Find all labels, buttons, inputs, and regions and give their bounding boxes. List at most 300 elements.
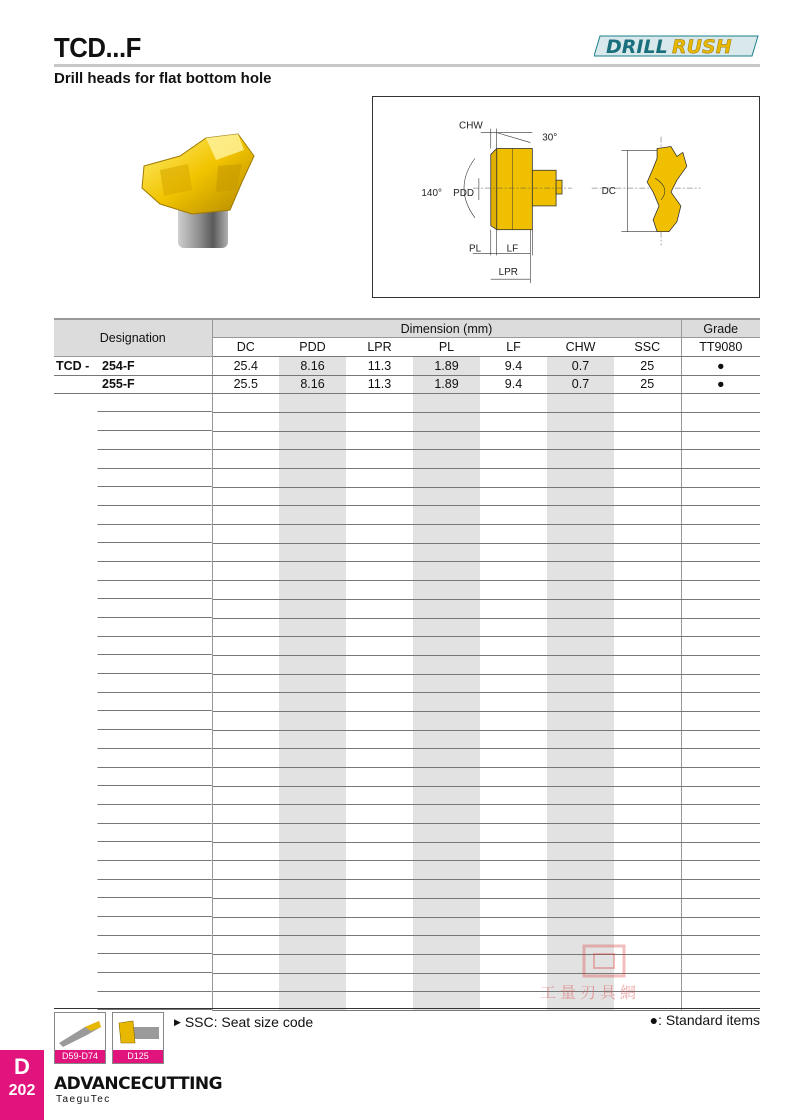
empty-cell: [212, 655, 279, 674]
empty-cell: [279, 394, 346, 413]
title-divider: [54, 64, 760, 67]
empty-cell: [279, 936, 346, 955]
empty-cell: [279, 786, 346, 805]
empty-cell: [547, 562, 614, 581]
empty-table-row: [54, 861, 760, 880]
empty-cell: [614, 693, 681, 712]
empty-cell: [54, 973, 212, 992]
empty-cell: [279, 973, 346, 992]
empty-cell: [547, 768, 614, 787]
empty-cell: [279, 674, 346, 693]
empty-cell: [54, 581, 212, 600]
empty-cell: [54, 824, 212, 843]
angle-140-label: 140°: [421, 188, 442, 200]
technical-drawing: [372, 96, 760, 298]
reference-thumbnail-1[interactable]: [54, 1012, 106, 1064]
empty-cell: [212, 954, 279, 973]
empty-table-row: [54, 394, 760, 413]
empty-cell: [413, 674, 480, 693]
empty-cell: [681, 618, 760, 637]
column-header-chw: CHW: [547, 338, 614, 357]
empty-cell: [480, 730, 547, 749]
empty-cell: [279, 562, 346, 581]
empty-cell: [480, 693, 547, 712]
empty-cell: [547, 786, 614, 805]
empty-cell: [346, 450, 413, 469]
empty-cell: [54, 693, 212, 712]
empty-cell: [54, 786, 212, 805]
empty-cell: [614, 824, 681, 843]
empty-cell: [212, 637, 279, 656]
empty-cell: [547, 506, 614, 525]
standard-items-footnote: ●: Standard items: [649, 1012, 760, 1028]
empty-cell: [212, 880, 279, 899]
empty-cell: [480, 637, 547, 656]
empty-cell: [212, 469, 279, 488]
empty-cell: [413, 805, 480, 824]
empty-cell: [279, 412, 346, 431]
empty-cell: [212, 543, 279, 562]
dimension-header: Dimension (mm): [212, 319, 681, 338]
cell-ssc: 25: [614, 356, 681, 375]
empty-cell: [346, 637, 413, 656]
empty-cell: [480, 618, 547, 637]
table-row: [54, 375, 760, 394]
empty-cell: [547, 674, 614, 693]
empty-cell: [212, 786, 279, 805]
empty-cell: [346, 525, 413, 544]
empty-cell: [212, 394, 279, 413]
empty-cell: [54, 450, 212, 469]
empty-cell: [346, 506, 413, 525]
empty-cell: [413, 599, 480, 618]
front-view-drawing: [592, 137, 701, 246]
empty-cell: [212, 450, 279, 469]
empty-cell: [346, 469, 413, 488]
empty-table-row: [54, 655, 760, 674]
pdd-label: PDD: [453, 188, 475, 200]
empty-cell: [54, 711, 212, 730]
designation-prefix: TCD -: [56, 358, 90, 373]
pl-label: PL: [468, 243, 482, 255]
empty-cell: [212, 805, 279, 824]
empty-cell: [346, 824, 413, 843]
empty-cell: [54, 880, 212, 899]
empty-table-row: [54, 917, 760, 936]
empty-cell: [346, 431, 413, 450]
empty-cell: [346, 618, 413, 637]
empty-cell: [346, 487, 413, 506]
empty-cell: [681, 711, 760, 730]
grade-header: Grade: [681, 319, 760, 338]
empty-cell: [681, 936, 760, 955]
empty-cell: [346, 768, 413, 787]
page-title: TCD...F: [54, 32, 141, 63]
cell-pl: 1.89: [413, 375, 480, 394]
page-subtitle: Drill heads for flat bottom hole: [54, 70, 272, 87]
empty-cell: [54, 599, 212, 618]
drillrush-logo: [594, 32, 760, 62]
cell-ssc: 25: [614, 375, 681, 394]
empty-cell: [54, 768, 212, 787]
empty-cell: [480, 805, 547, 824]
empty-cell: [279, 842, 346, 861]
empty-cell: [279, 880, 346, 899]
empty-cell: [413, 412, 480, 431]
empty-cell: [54, 543, 212, 562]
empty-cell: [279, 805, 346, 824]
empty-cell: [279, 954, 346, 973]
empty-cell: [480, 412, 547, 431]
thumbnail-2-label: D125: [113, 1050, 163, 1063]
column-header-ssc: SSC: [614, 338, 681, 357]
empty-cell: [279, 693, 346, 712]
empty-cell: [681, 842, 760, 861]
empty-cell: [212, 693, 279, 712]
cell-grade: ●: [681, 375, 760, 394]
empty-cell: [681, 674, 760, 693]
empty-cell: [480, 880, 547, 899]
designation-header: Designation: [54, 319, 212, 356]
empty-cell: [346, 599, 413, 618]
empty-cell: [413, 861, 480, 880]
empty-cell: [614, 618, 681, 637]
empty-cell: [346, 711, 413, 730]
empty-cell: [547, 431, 614, 450]
empty-cell: [614, 842, 681, 861]
cell-chw: 0.7: [547, 356, 614, 375]
empty-cell: [346, 693, 413, 712]
empty-cell: [547, 730, 614, 749]
empty-cell: [547, 487, 614, 506]
empty-cell: [681, 693, 760, 712]
empty-cell: [212, 917, 279, 936]
lf-label: LF: [506, 243, 519, 255]
empty-cell: [681, 469, 760, 488]
empty-cell: [681, 450, 760, 469]
empty-cell: [54, 898, 212, 917]
empty-cell: [212, 674, 279, 693]
empty-cell: [279, 487, 346, 506]
empty-table-row: [54, 487, 760, 506]
empty-cell: [614, 674, 681, 693]
cell-chw: 0.7: [547, 375, 614, 394]
empty-cell: [413, 394, 480, 413]
empty-cell: [346, 562, 413, 581]
empty-cell: [212, 861, 279, 880]
column-header-dc: DC: [212, 338, 279, 357]
empty-cell: [279, 655, 346, 674]
empty-cell: [547, 842, 614, 861]
empty-cell: [54, 562, 212, 581]
empty-cell: [212, 431, 279, 450]
empty-cell: [413, 786, 480, 805]
empty-table-row: [54, 618, 760, 637]
cell-lpr: 11.3: [346, 375, 413, 394]
empty-cell: [681, 824, 760, 843]
empty-cell: [681, 543, 760, 562]
empty-cell: [54, 618, 212, 637]
empty-cell: [614, 637, 681, 656]
empty-cell: [681, 898, 760, 917]
empty-cell: [614, 786, 681, 805]
empty-cell: [614, 469, 681, 488]
empty-cell: [346, 786, 413, 805]
empty-cell: [413, 824, 480, 843]
empty-cell: [346, 880, 413, 899]
empty-cell: [54, 936, 212, 955]
empty-cell: [212, 711, 279, 730]
svg-text:RUSH: RUSH: [672, 36, 732, 58]
empty-cell: [413, 880, 480, 899]
footer-divider: [54, 1008, 760, 1009]
designation-code: 255-F: [102, 377, 135, 392]
empty-table-row: [54, 768, 760, 787]
section-tab[interactable]: [0, 1050, 44, 1120]
empty-table-row: [54, 693, 760, 712]
empty-cell: [681, 730, 760, 749]
empty-cell: [547, 599, 614, 618]
cell-dc: 25.5: [212, 375, 279, 394]
empty-table-row: [54, 581, 760, 600]
empty-table-row: [54, 711, 760, 730]
empty-cell: [480, 506, 547, 525]
empty-cell: [480, 562, 547, 581]
empty-cell: [413, 637, 480, 656]
section-letter: D: [14, 1054, 30, 1079]
empty-cell: [346, 412, 413, 431]
empty-cell: [413, 973, 480, 992]
empty-cell: [54, 506, 212, 525]
empty-cell: [480, 768, 547, 787]
empty-cell: [413, 655, 480, 674]
lpr-label: LPR: [498, 267, 518, 279]
empty-table-row: [54, 562, 760, 581]
empty-cell: [346, 861, 413, 880]
empty-cell: [346, 543, 413, 562]
page-number: 202: [8, 1082, 36, 1099]
empty-cell: [547, 898, 614, 917]
empty-cell: [54, 674, 212, 693]
watermark-text: 工量刃具網: [540, 983, 641, 1002]
empty-cell: [212, 487, 279, 506]
empty-cell: [614, 431, 681, 450]
empty-cell: [614, 543, 681, 562]
cell-pdd: 8.16: [279, 356, 346, 375]
column-header-lf: LF: [480, 338, 547, 357]
empty-cell: [547, 394, 614, 413]
empty-cell: [212, 936, 279, 955]
empty-cell: [279, 861, 346, 880]
empty-cell: [681, 954, 760, 973]
chw-label: CHW: [459, 120, 483, 132]
empty-cell: [614, 730, 681, 749]
empty-cell: [480, 749, 547, 768]
empty-cell: [547, 469, 614, 488]
empty-cell: [547, 693, 614, 712]
reference-thumbnail-2[interactable]: [112, 1012, 164, 1064]
taegutec-logo: TaeguTec: [56, 1094, 111, 1105]
empty-cell: [547, 861, 614, 880]
empty-cell: [413, 693, 480, 712]
table-row: [54, 356, 760, 375]
empty-cell: [480, 487, 547, 506]
column-header-grade: TT9080: [681, 338, 760, 357]
empty-cell: [212, 412, 279, 431]
drill-head-product-image: [130, 130, 270, 250]
empty-cell: [413, 768, 480, 787]
empty-cell: [212, 581, 279, 600]
empty-cell: [480, 954, 547, 973]
empty-cell: [681, 562, 760, 581]
empty-cell: [212, 749, 279, 768]
advance-cutting-logo: ADVANCECUTTING: [54, 1074, 223, 1094]
empty-table-row: [54, 469, 760, 488]
empty-cell: [279, 599, 346, 618]
empty-table-row: [54, 543, 760, 562]
cell-lf: 9.4: [480, 356, 547, 375]
empty-cell: [614, 898, 681, 917]
empty-cell: [413, 711, 480, 730]
empty-table-row: [54, 898, 760, 917]
empty-cell: [614, 880, 681, 899]
empty-cell: [346, 805, 413, 824]
empty-cell: [413, 506, 480, 525]
empty-cell: [681, 525, 760, 544]
empty-cell: [681, 880, 760, 899]
empty-cell: [480, 525, 547, 544]
empty-cell: [681, 655, 760, 674]
column-header-lpr: LPR: [346, 338, 413, 357]
empty-cell: [346, 674, 413, 693]
empty-cell: [614, 394, 681, 413]
empty-cell: [480, 786, 547, 805]
empty-cell: [413, 562, 480, 581]
spec-table: [54, 318, 760, 1011]
empty-cell: [681, 786, 760, 805]
empty-cell: [480, 655, 547, 674]
empty-cell: [279, 898, 346, 917]
empty-cell: [413, 954, 480, 973]
empty-table-row: [54, 786, 760, 805]
empty-cell: [54, 431, 212, 450]
empty-cell: [681, 749, 760, 768]
empty-cell: [413, 842, 480, 861]
empty-table-row: [54, 450, 760, 469]
empty-cell: [480, 469, 547, 488]
empty-cell: [681, 431, 760, 450]
empty-cell: [547, 543, 614, 562]
empty-table-row: [54, 599, 760, 618]
empty-cell: [212, 618, 279, 637]
empty-cell: [614, 805, 681, 824]
empty-cell: [480, 431, 547, 450]
empty-cell: [212, 973, 279, 992]
thumbnail-1-label: D59-D74: [55, 1050, 105, 1063]
empty-cell: [413, 898, 480, 917]
empty-cell: [279, 450, 346, 469]
empty-cell: [212, 562, 279, 581]
empty-cell: [480, 543, 547, 562]
empty-cell: [681, 394, 760, 413]
empty-cell: [547, 824, 614, 843]
empty-cell: [212, 730, 279, 749]
empty-cell: [480, 394, 547, 413]
empty-cell: [279, 469, 346, 488]
empty-cell: [54, 469, 212, 488]
empty-cell: [413, 487, 480, 506]
empty-cell: [413, 581, 480, 600]
angle-30-label: 30°: [542, 132, 558, 144]
empty-table-row: [54, 506, 760, 525]
empty-table-row: [54, 431, 760, 450]
empty-cell: [54, 655, 212, 674]
empty-cell: [681, 581, 760, 600]
empty-cell: [413, 730, 480, 749]
empty-table-row: [54, 412, 760, 431]
empty-cell: [279, 581, 346, 600]
empty-cell: [547, 525, 614, 544]
empty-cell: [54, 842, 212, 861]
empty-cell: [681, 861, 760, 880]
empty-cell: [480, 973, 547, 992]
empty-cell: [681, 637, 760, 656]
empty-cell: [279, 749, 346, 768]
empty-cell: [279, 711, 346, 730]
empty-cell: [54, 805, 212, 824]
empty-table-row: [54, 637, 760, 656]
empty-cell: [614, 412, 681, 431]
empty-cell: [614, 506, 681, 525]
empty-cell: [346, 581, 413, 600]
empty-cell: [614, 917, 681, 936]
column-header-pl: PL: [413, 338, 480, 357]
empty-cell: [212, 898, 279, 917]
empty-cell: [54, 954, 212, 973]
empty-cell: [614, 562, 681, 581]
empty-cell: [279, 431, 346, 450]
empty-cell: [614, 861, 681, 880]
empty-cell: [413, 543, 480, 562]
empty-cell: [480, 824, 547, 843]
empty-cell: [547, 749, 614, 768]
empty-cell: [54, 412, 212, 431]
empty-cell: [346, 936, 413, 955]
empty-cell: [346, 842, 413, 861]
designation-code: 254-F: [102, 358, 135, 373]
empty-cell: [614, 450, 681, 469]
empty-cell: [279, 730, 346, 749]
empty-cell: [480, 842, 547, 861]
empty-cell: [346, 917, 413, 936]
empty-cell: [547, 711, 614, 730]
empty-cell: [279, 525, 346, 544]
cell-lpr: 11.3: [346, 356, 413, 375]
empty-cell: [480, 581, 547, 600]
empty-cell: [681, 506, 760, 525]
empty-cell: [212, 842, 279, 861]
ssc-footnote: ▶ SSC: Seat size code: [174, 1014, 314, 1030]
empty-cell: [480, 861, 547, 880]
empty-cell: [614, 711, 681, 730]
empty-cell: [54, 394, 212, 413]
empty-cell: [212, 599, 279, 618]
empty-cell: [413, 469, 480, 488]
cell-grade: ●: [681, 356, 760, 375]
empty-cell: [54, 749, 212, 768]
empty-cell: [480, 599, 547, 618]
side-view-drawing: [421, 121, 571, 283]
